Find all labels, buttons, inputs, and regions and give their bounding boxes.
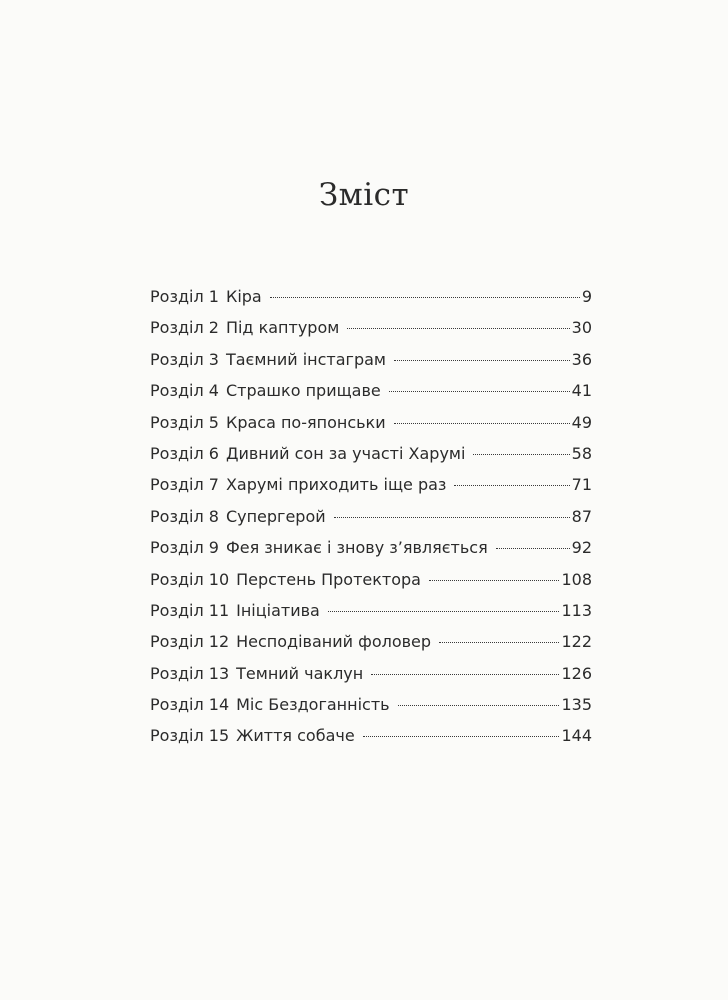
page-number: 36 [571,349,592,369]
page-number: 30 [571,318,592,338]
page-number: 87 [571,506,592,526]
chapter-title: Життя собаче [236,726,355,746]
chapter-number: Розділ 6 [150,443,219,463]
chapter-number: Розділ 5 [150,412,219,432]
page-number: 41 [571,381,592,401]
dot-leader [328,611,560,612]
chapter-number: Розділ 13 [150,663,230,683]
toc-entry [150,381,592,412]
toc-entry [150,664,592,695]
dot-leader [389,391,570,392]
chapter-title: Кіра [225,287,262,306]
toc-entry [150,413,592,444]
dot-leader [394,360,570,361]
chapter-number: Розділ 4 [150,381,219,401]
chapter-title: Під каптуром [225,318,340,338]
dot-leader [439,642,559,643]
chapter-title: Краса по-японськи [225,412,386,432]
toc-entry [150,695,592,726]
dot-leader [398,705,560,706]
page-number: 49 [571,412,592,432]
chapter-number: Розділ 8 [150,506,219,526]
dot-leader [429,580,559,581]
dot-leader [363,736,560,737]
dot-leader [334,517,570,518]
page-number: 71 [571,475,592,495]
toc-entry [150,632,592,663]
chapter-number: Розділ 9 [150,538,219,558]
table-of-contents [150,287,592,758]
toc-entry [150,287,592,318]
chapter-title: Перстень Протектора [236,569,421,589]
page-number: 92 [571,538,592,558]
chapter-title: Фея зникає і знову з’являється [225,538,488,558]
toc-entry [150,318,592,349]
toc-entry [150,507,592,538]
chapter-number: Розділ 3 [150,349,219,369]
page-number: 113 [561,600,592,620]
chapter-title: Таємний інстаграм [225,349,386,369]
toc-entry [150,475,592,506]
page-number: 108 [561,569,592,589]
chapter-number: Розділ 14 [150,695,230,715]
page-number: 126 [561,663,592,683]
dot-leader [371,674,559,675]
chapter-title: Страшко прищаве [225,381,381,401]
chapter-title: Ініціатива [236,600,320,620]
chapter-number: Розділ 7 [150,475,219,495]
chapter-title: Харумі приходить іще раз [225,475,447,495]
chapter-number: Розділ 10 [150,569,230,589]
page-number: 58 [571,443,592,463]
page-number: 135 [561,695,592,715]
toc-entry [150,350,592,381]
dot-leader [394,423,570,424]
chapter-number: Розділ 11 [150,600,230,620]
dot-leader [454,485,569,486]
page-number: 144 [561,726,592,746]
chapter-title: Дивний сон за участі Харумі [225,443,466,463]
chapter-number: Розділ 15 [150,726,230,746]
toc-entry [150,726,592,757]
dot-leader [473,454,569,455]
chapter-number: Розділ 12 [150,632,230,652]
page-number: 122 [561,632,592,652]
dot-leader [270,297,580,298]
dot-leader [496,548,570,549]
toc-entry [150,444,592,475]
toc-entry [150,570,592,601]
chapter-title: Темний чаклун [236,663,364,683]
chapter-number: Розділ 2 [150,318,219,338]
page-number: 9 [581,287,592,306]
chapter-title: Супергерой [225,506,326,526]
page-title: Зміст [318,176,410,213]
toc-entry [150,601,592,632]
chapter-title: Міс Бездоганність [236,695,390,715]
toc-entry [150,538,592,569]
chapter-title: Несподіваний фоловер [236,632,432,652]
dot-leader [347,328,569,329]
chapter-number: Розділ 1 [150,287,219,306]
